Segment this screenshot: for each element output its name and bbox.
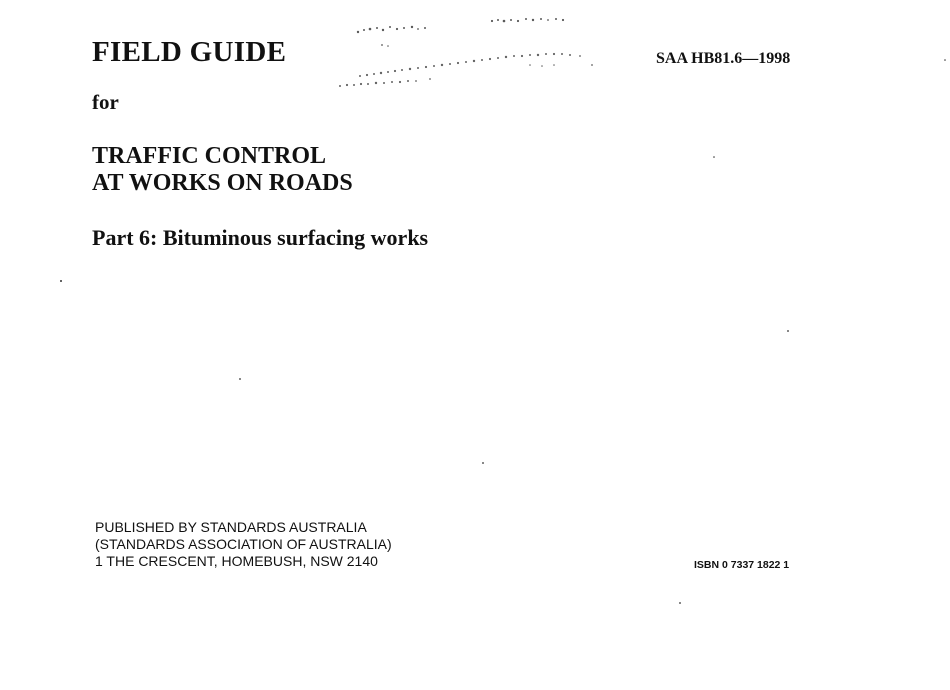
part-heading: Part 6: Bituminous surfacing works	[92, 225, 429, 250]
subtitle-for: for	[92, 90, 119, 114]
standard-designation: SAA HB81.6—1998	[656, 50, 791, 67]
publisher-block	[95, 519, 392, 570]
isbn-number: ISBN 0 7337 1822 1	[694, 559, 790, 571]
publisher-line: 1 THE CRESCENT, HOMEBUSH, NSW 2140	[95, 553, 378, 569]
subject-line: TRAFFIC CONTROL	[92, 143, 327, 169]
subject-line: AT WORKS ON ROADS	[92, 170, 353, 196]
publisher-line: (STANDARDS ASSOCIATION OF AUSTRALIA)	[95, 536, 392, 552]
document-subject	[92, 143, 353, 197]
faded-stamp-marks	[330, 8, 620, 103]
publisher-line: PUBLISHED BY STANDARDS AUSTRALIA	[95, 519, 367, 535]
document-title: FIELD GUIDE	[92, 36, 287, 68]
